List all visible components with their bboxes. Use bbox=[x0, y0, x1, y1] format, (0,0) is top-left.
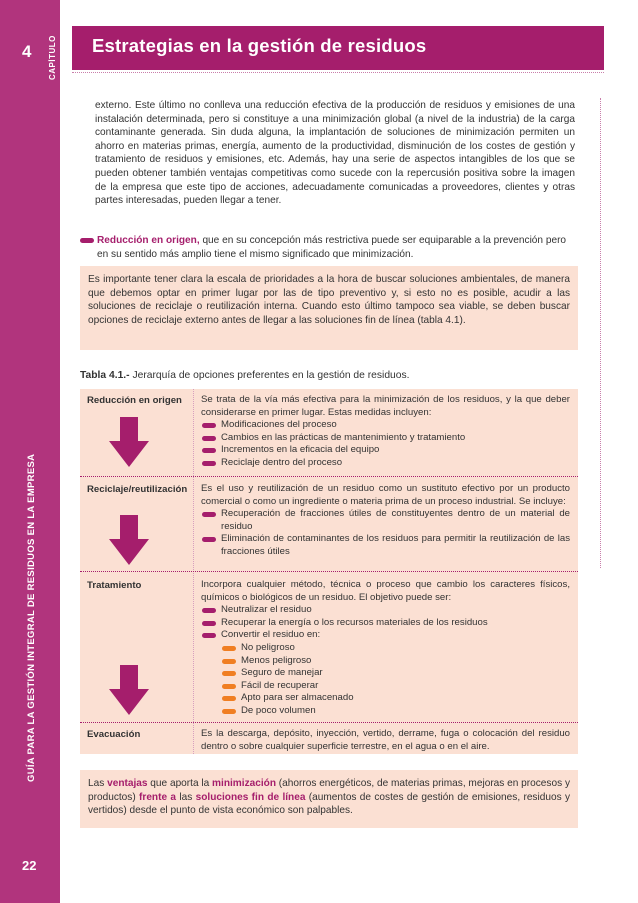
header-divider bbox=[72, 72, 604, 73]
list-item bbox=[201, 604, 570, 617]
priority-note-box bbox=[80, 266, 578, 350]
chapter-header bbox=[72, 26, 604, 70]
summary-emphasis: ventajas bbox=[107, 778, 148, 789]
sub-list-item-text: Menos peligroso bbox=[241, 654, 312, 666]
list-item-text: Incrementos en la eficacia del equipo bbox=[221, 444, 380, 456]
bullet-marker bbox=[202, 461, 216, 466]
summary-emphasis: minimización bbox=[212, 778, 276, 789]
summary-part: que aporta la bbox=[147, 778, 213, 789]
list-item-text: Reciclaje dentro del proceso bbox=[221, 456, 343, 468]
list-item bbox=[201, 444, 570, 457]
summary-text bbox=[80, 770, 578, 825]
table-caption-label: Tabla 4.1.- bbox=[80, 370, 130, 381]
down-arrow-icon bbox=[109, 417, 149, 467]
row-desc-text: Es el uso y reutilización de un residuo como un sustituto efectivo por un producto comercial o como un ingrediente o materia prima de un proceso industrial. Se incluye: bbox=[201, 483, 570, 507]
sub-list-item bbox=[201, 692, 570, 705]
summary-emphasis: soluciones fin de línea bbox=[195, 791, 306, 803]
summary-part: las bbox=[176, 791, 196, 803]
sub-list-item bbox=[201, 680, 570, 693]
sub-bullet-marker bbox=[222, 684, 236, 689]
row-label-reciclaje: Reciclaje/reutilización bbox=[87, 484, 188, 495]
summary-part: Las bbox=[88, 778, 108, 789]
bullet-marker bbox=[202, 537, 216, 542]
row-desc-evacuacion: Es la descarga, depósito, inyección, vertido, derrame, fuga o colocación del residuo dentro o sobre cualquier superficie terrestre, en el agua o en el aire. bbox=[201, 728, 570, 752]
bullet-marker bbox=[202, 512, 216, 517]
chapter-number: 4 bbox=[22, 42, 32, 61]
sub-bullet-marker bbox=[222, 646, 236, 651]
sub-list-item-text: Apto para ser almacenado bbox=[241, 692, 354, 704]
list-item-text: Cambios en las prácticas de mantenimiento y tratamiento bbox=[221, 431, 466, 443]
bullet-marker bbox=[202, 633, 216, 638]
summary-part: (ahorros energéticos, de materias primas, mejoras en procesos y productos) bbox=[88, 778, 570, 803]
sub-bullet-marker bbox=[222, 659, 236, 664]
table-caption-text: Jerarquía de opciones preferentes en la gestión de residuos. bbox=[129, 370, 410, 381]
hierarchy-table bbox=[80, 389, 578, 754]
down-arrow-icon bbox=[109, 665, 149, 715]
sub-list-item bbox=[201, 655, 570, 668]
bullet-marker bbox=[80, 238, 94, 243]
row-desc-reduccion bbox=[201, 394, 570, 470]
page-title: Estrategias en la gestión de residuos bbox=[92, 35, 427, 56]
list-item-text: Modificaciones del proceso bbox=[221, 419, 337, 431]
list-item bbox=[201, 457, 570, 470]
row-label-evacuacion: Evacuación bbox=[87, 729, 141, 740]
margin-divider bbox=[600, 98, 601, 568]
bullet-term: Reducción en origen, bbox=[97, 235, 200, 246]
sub-list-item-text: De poco volumen bbox=[241, 704, 316, 716]
intro-paragraph: externo. Este último no conlleva una reducción efectiva de la producción de residuos y emisiones de una instalación determinada, pero si constituye a una minimización global (a nivel de la industria) de la carga contaminante generada. Sin duda alguna, la implantación de soluciones de minimización permiten un ahorro en materias primas, energía, aumento de la productividad, disminución de los costes de gestión y tratamiento de residuos y emisiones, etc. Además, hay una serie de aspectos intangibles de los que se pueden obtener también ventajas competitivas como sucede con la repercusión positiva sobre la imagen de la empresa que este tipo de acciones, adecuadamente comunicadas a proveedores, clientes y otras partes interesadas, pueden llegar a tener. bbox=[95, 100, 575, 207]
row-desc-tratamiento bbox=[201, 579, 570, 718]
sub-list-item bbox=[201, 642, 570, 655]
list-item bbox=[201, 629, 570, 642]
list-item bbox=[201, 617, 570, 630]
row-desc-text: Se trata de la vía más efectiva para la minimización de los residuos, y la que deber considerarse en primer lugar. Estas medidas incluyen: bbox=[201, 394, 570, 418]
summary-part: (aumentos de costes de gestión de emisiones, residuos y vertidos) desde el punto de vista económico son palpables. bbox=[88, 791, 570, 817]
row-desc-text: Incorpora cualquier método, técnica o proceso que cambio los caracteres físicos, químicos o biológicos de un residuo. El objetivo puede ser: bbox=[201, 579, 570, 603]
sub-bullet-marker bbox=[222, 709, 236, 714]
list-item-text: Recuperar la energía o los recursos materiales de los residuos bbox=[221, 616, 488, 628]
list-item-text: Neutralizar el residuo bbox=[221, 604, 312, 616]
row-divider bbox=[80, 722, 578, 723]
bullet-marker bbox=[202, 608, 216, 613]
list-item bbox=[201, 419, 570, 432]
down-arrow-icon bbox=[109, 515, 149, 565]
list-item-text: Convertir el residuo en: bbox=[221, 629, 321, 641]
bullet-marker bbox=[202, 621, 216, 626]
table-caption bbox=[80, 370, 410, 381]
list-item bbox=[201, 508, 570, 533]
bullet-body: que en su concepción más restrictiva puede ser equiparable a la prevención pero en su sentido más amplio tiene el mismo significado que minimización. bbox=[97, 235, 567, 260]
bullet-text bbox=[97, 234, 580, 261]
sub-bullet-marker bbox=[222, 696, 236, 701]
list-item-text: Eliminación de contaminantes de los residuos para permitir la reutilización de las fracciones útiles bbox=[221, 533, 570, 557]
sub-list-item bbox=[201, 705, 570, 718]
sub-list-item-text: Fácil de recuperar bbox=[241, 679, 319, 691]
bullet-marker bbox=[202, 436, 216, 441]
row-label-tratamiento: Tratamiento bbox=[87, 580, 142, 591]
summary-emphasis: frente a bbox=[139, 791, 177, 803]
sidebar bbox=[0, 0, 60, 903]
list-item bbox=[201, 432, 570, 445]
row-divider bbox=[80, 571, 578, 572]
definition-bullet bbox=[80, 234, 580, 261]
bullet-marker bbox=[202, 423, 216, 428]
summary-box bbox=[80, 770, 578, 828]
sub-list-item-text: Seguro de manejar bbox=[241, 667, 323, 679]
row-desc-reciclaje bbox=[201, 483, 570, 559]
page-number: 22 bbox=[22, 858, 37, 873]
bullet-marker bbox=[202, 448, 216, 453]
sub-bullet-marker bbox=[222, 671, 236, 676]
chapter-label: CAPÍTULO bbox=[48, 35, 57, 80]
list-item bbox=[201, 533, 570, 558]
sub-list-item-text: No peligroso bbox=[241, 641, 295, 653]
row-divider bbox=[80, 476, 578, 477]
guide-title: GUÍA PARA LA GESTIÓN INTEGRAL DE RESIDUOS EN LA EMPRESA bbox=[26, 453, 37, 782]
priority-note-text: Es importante tener clara la escala de prioridades a la hora de buscar soluciones ambientales, de manera que debemos optar en primer lugar por las de tipo preventivo y, si esto no es posible, acudir a las soluciones de reciclaje o reutilización interna. Cuando esto último tampoco sea viable, se deben buscar opciones de reciclaje externo antes de llegar a las soluciones fin de línea (tabla 4.1). bbox=[88, 274, 570, 326]
sub-list-item bbox=[201, 667, 570, 680]
list-item-text: Recuperación de fracciones útiles de constituyentes dentro de un material de residuo bbox=[221, 508, 570, 532]
row-label-reduccion: Reducción en origen bbox=[87, 395, 182, 406]
